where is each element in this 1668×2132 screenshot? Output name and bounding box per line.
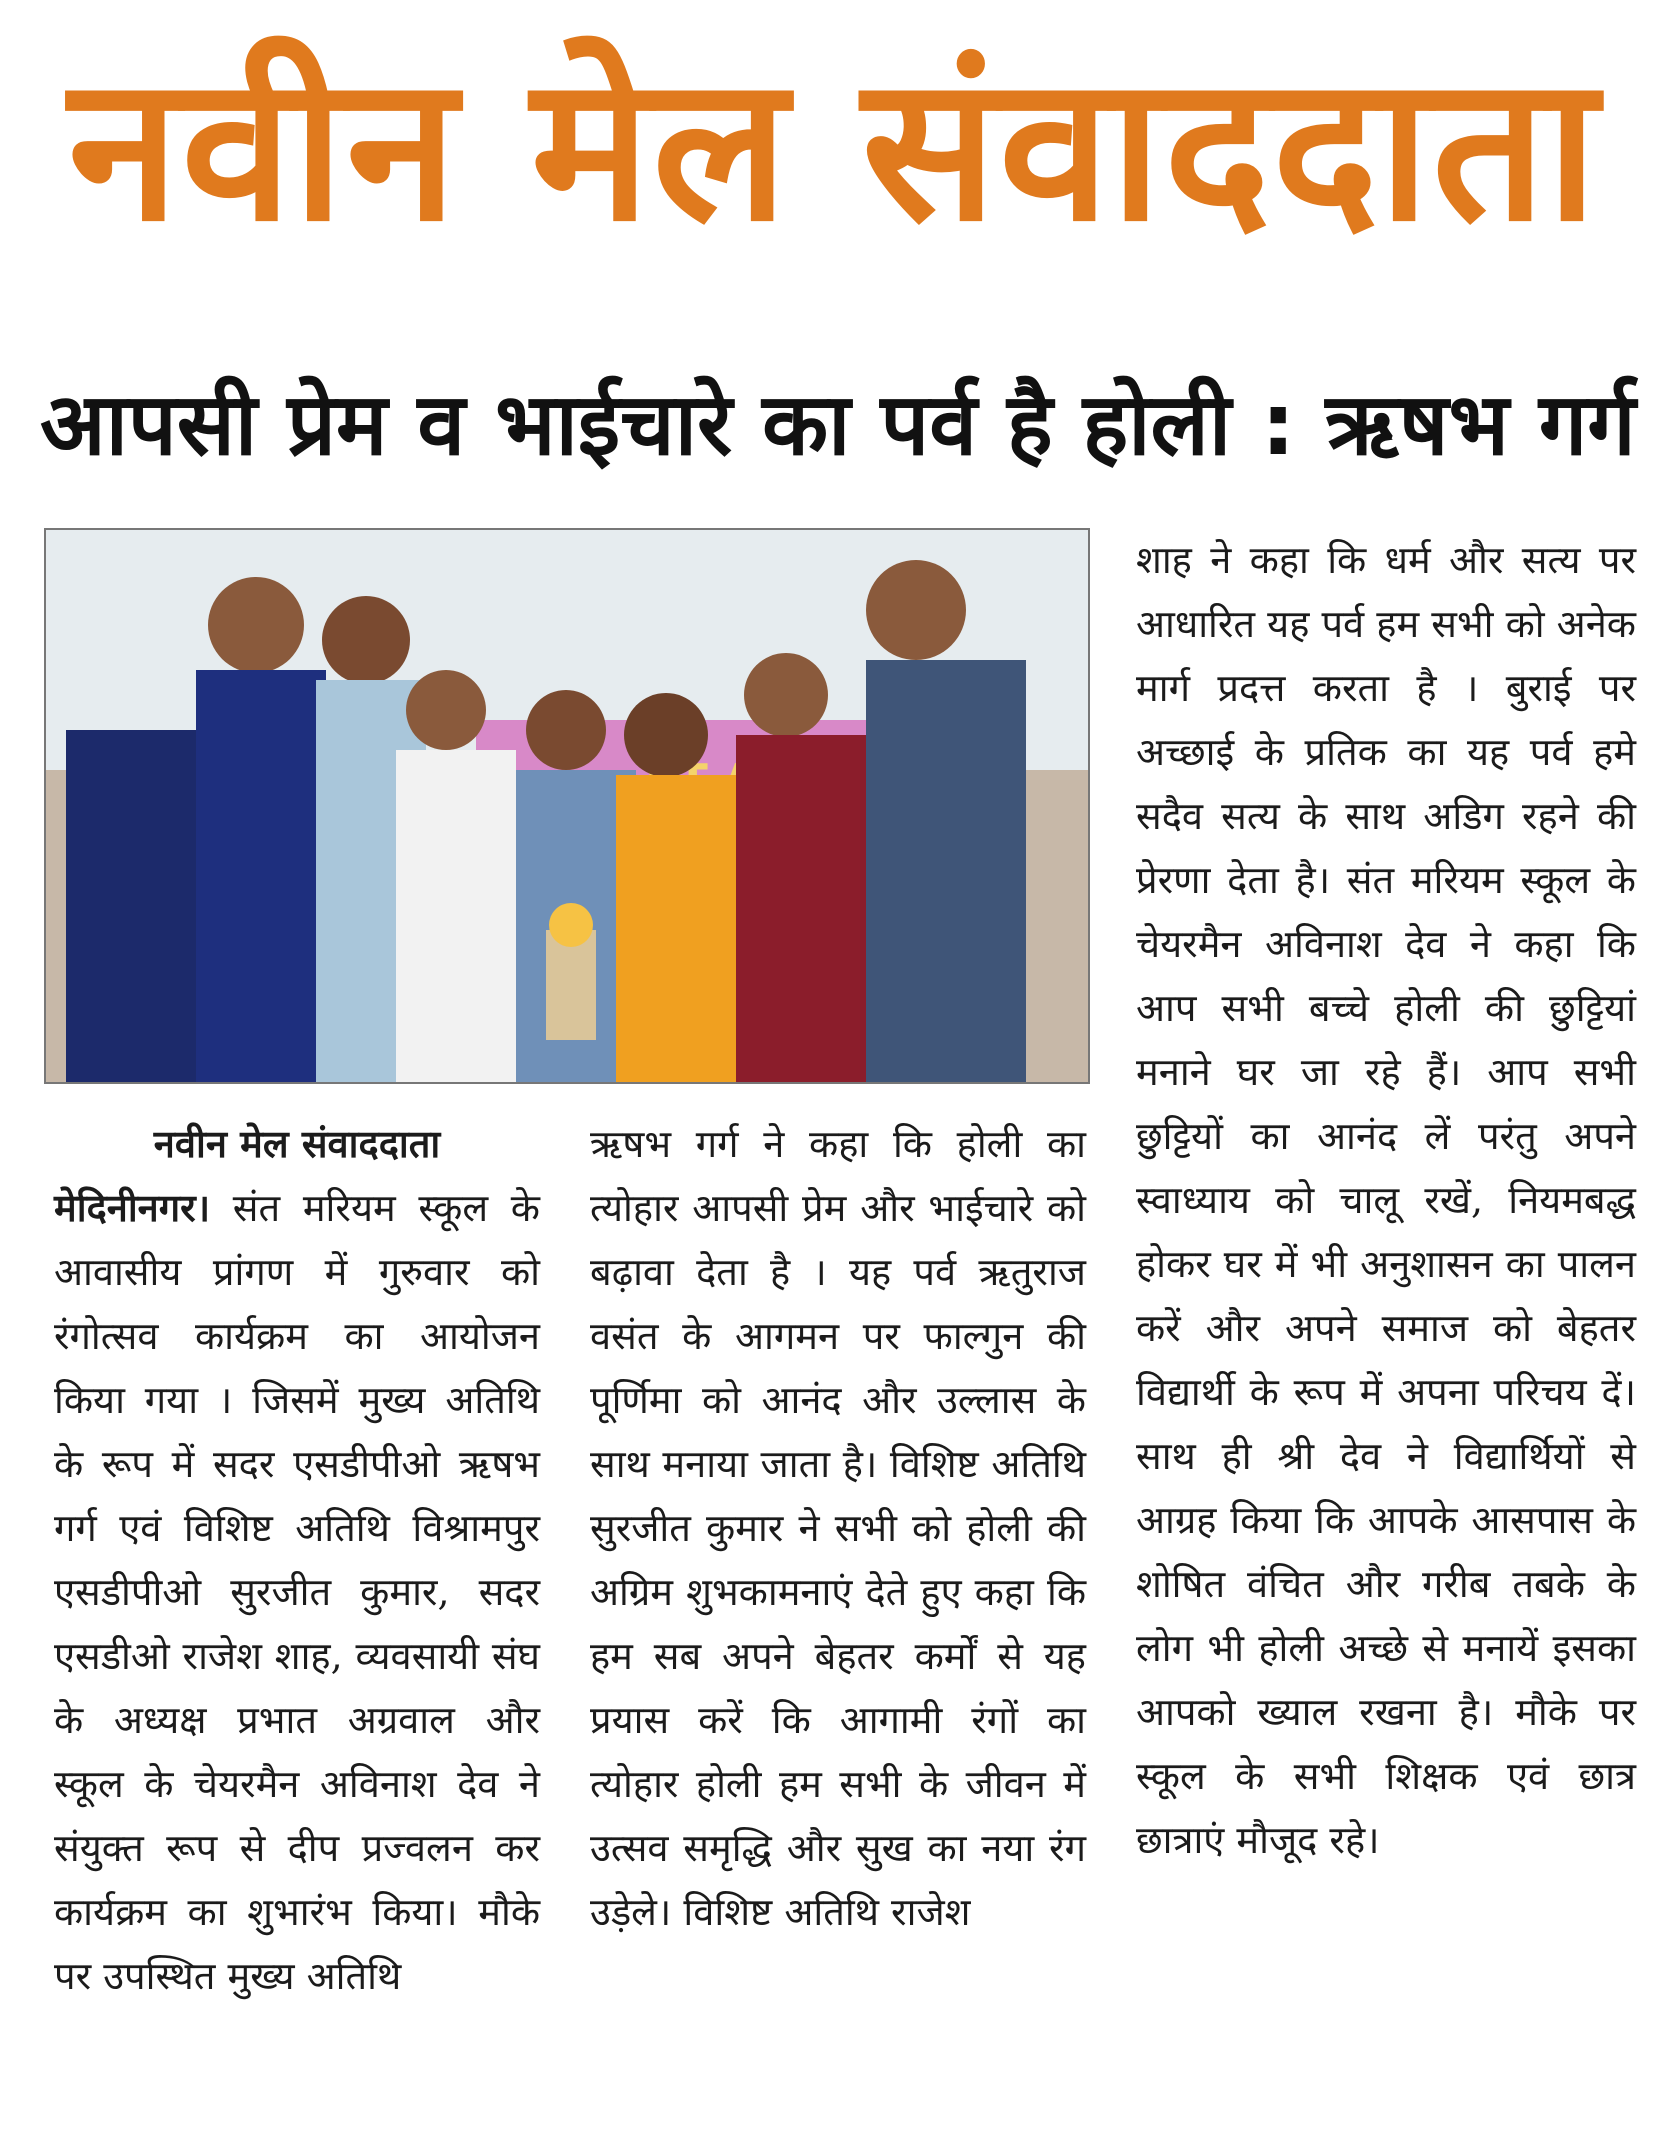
article-column-3 (1136, 528, 1636, 1872)
article-dateline: मेदिनीनगर। (54, 1186, 211, 1230)
column-1-text: संत मरियम स्कूल के आवासीय प्रांगण में गुरुवार को रंगोत्सव कार्यक्रम का आयोजन किया गया । जिसमें मुख्य अतिथि के रूप में सदर एसडीपीओ ऋषभ गर्ग एवं विशिष्ट अतिथि विश्रामपुर एसडीपीओ सुरजीत कुमार, सदर एसडीओ राजेश शाह, व्यवसायी संघ के अध्यक्ष प्रभात अग्रवाल और स्कूल के चेयरमैन अविनाश देव ने संयुक्त रूप से दीप प्रज्वलन कर कार्यक्रम का शुभारंभ किया। मौके पर उपस्थित मुख्य अतिथि (54, 1186, 540, 1998)
article-byline: नवीन मेल संवाददाता (153, 1122, 441, 1166)
article-photo (44, 528, 1090, 1084)
column-3-text: शाह ने कहा कि धर्म और सत्य पर आधारित यह पर्व हम सभी को अनेक मार्ग प्रदत्त करता है । बुराई पर अच्छाई के प्रतिक का यह पर्व हमे सदैव सत्य के साथ अडिग रहने की प्रेरणा देता है। संत मरियम स्कूल के चेयरमैन अविनाश देव ने कहा कि आप सभी बच्चे होली की छुट्टियां मनाने घर जा रहे हैं। आप सभी छुट्टियों का आनंद लें परंतु अपने स्वाध्याय को चालू रखें, नियमबद्ध होकर घर में भी अनुशासन का पालन करें और अपने समाज को बेहतर विद्यार्थी के रूप में अपना परिचय दें। साथ ही श्री देव ने विद्यार्थियों से आग्रह किया कि आपके आसपास के शोषित वंचित और गरीब तबके के लोग भी होली अच्छे से मनायें इसका आपको ख्याल रखना है। मौके पर स्कूल के सभी शिक्षक एवं छात्र छात्राएं मौजूद रहे। (1136, 538, 1636, 1862)
group-photo-illustration (46, 530, 1088, 1082)
masthead-title: नवीन मेल संवाददाता (68, 33, 1600, 266)
article-column-2 (590, 1112, 1086, 1944)
article-headline: आपसी प्रेम व भाईचारे का पर्व है होली : ऋषभ गर्ग (40, 375, 1636, 475)
column-2-text: ऋषभ गर्ग ने कहा कि होली का त्योहार आपसी प्रेम और भाईचारे को बढ़ावा देता है । यह पर्व ऋतुराज वसंत के आगमन पर फाल्गुन की पूर्णिमा को आनंद और उल्लास के साथ मनाया जाता है। विशिष्ट अतिथि सुरजीत कुमार ने सभी को होली की अग्रिम शुभकामनाएं देते हुए कहा कि हम सब अपने बेहतर कर्मों से यह प्रयास करें कि आगामी रंगों का त्योहार होली हम सभी के जीवन में उत्सव समृद्धि और सुख का नया रंग उड़ेले। विशिष्ट अतिथि राजेश (590, 1122, 1086, 1934)
article-column-1 (54, 1112, 540, 2008)
